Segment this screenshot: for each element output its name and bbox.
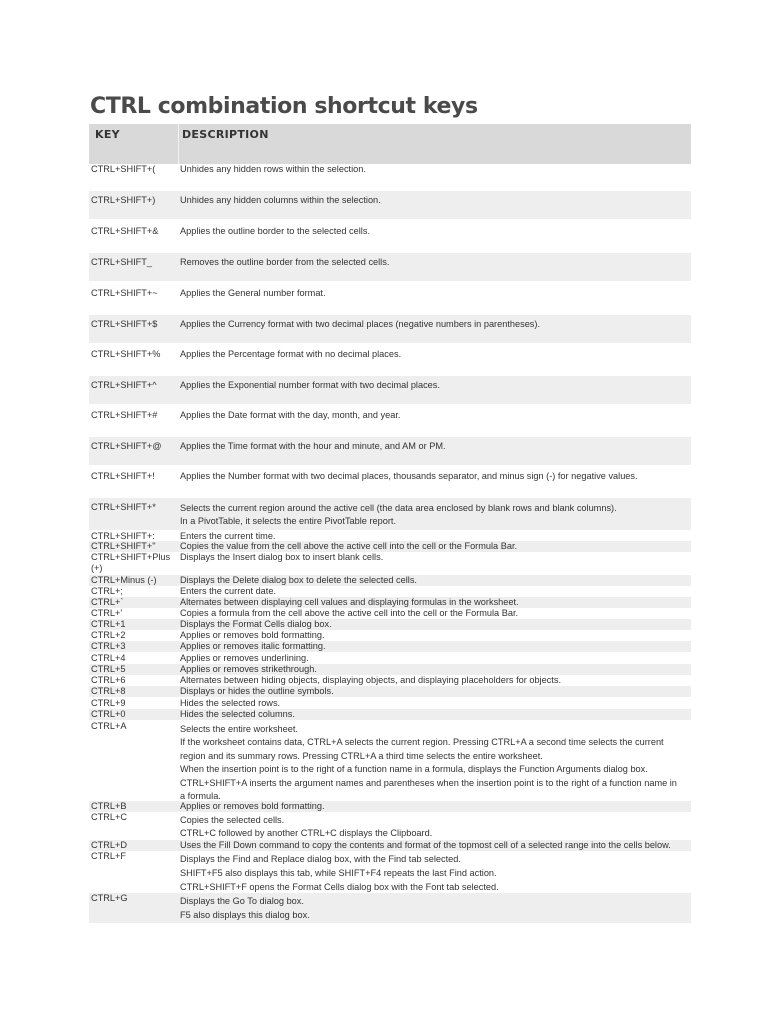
table-row — [89, 467, 691, 495]
shortcut-key: CTRL+SHIFT+Plus (+) — [91, 552, 171, 573]
description-line: Selects the entire worksheet. — [180, 724, 298, 734]
table-row — [89, 376, 691, 404]
table-row — [89, 586, 691, 597]
description-line: Displays the Go To dialog box. — [180, 896, 304, 906]
shortcut-description — [180, 852, 690, 894]
header-key: KEY — [95, 128, 120, 141]
shortcut-description — [180, 164, 690, 175]
shortcut-key: CTRL+2 — [91, 630, 126, 640]
shortcut-description — [180, 653, 690, 664]
shortcut-key: CTRL+1 — [91, 619, 126, 629]
table-row — [89, 498, 691, 530]
table-row — [89, 222, 691, 250]
description-line: Hides the selected columns. — [180, 709, 295, 719]
shortcut-key: CTRL+5 — [91, 664, 126, 674]
shortcut-key: CTRL+' — [91, 608, 123, 618]
description-line: Applies the General number format. — [180, 288, 326, 298]
shortcut-key: CTRL+SHIFT+# — [91, 410, 158, 420]
shortcut-description — [180, 619, 690, 630]
shortcut-description — [180, 801, 690, 812]
shortcut-description — [180, 840, 690, 851]
shortcut-description — [180, 575, 690, 586]
description-line: Applies the Time format with the hour and minute, and AM or PM. — [180, 441, 446, 451]
table-row — [89, 531, 691, 541]
table-row — [89, 541, 691, 552]
shortcut-key: CTRL+G — [91, 893, 128, 903]
shortcut-description — [180, 686, 690, 697]
table-row — [89, 851, 691, 893]
description-line: Applies the Percentage format with no decimal places. — [180, 349, 402, 359]
description-line: Unhides any hidden rows within the selection. — [180, 164, 366, 174]
shortcut-key: CTRL+SHIFT+( — [91, 164, 156, 174]
shortcut-key: CTRL+SHIFT+$ — [91, 319, 158, 329]
table-row — [89, 653, 691, 664]
shortcut-key: CTRL+SHIFT+) — [91, 195, 156, 205]
shortcut-key: CTRL+Minus (-) — [91, 575, 157, 585]
description-line: Applies the Exponential number format with two decimal places. — [180, 380, 440, 390]
shortcut-description — [180, 664, 690, 675]
shortcut-key: CTRL+F — [91, 851, 126, 861]
shortcut-description — [180, 288, 690, 299]
description-line: When the insertion point is to the right of a function name in a formula, displays the Function Arguments dialog box. — [180, 764, 648, 775]
shortcut-description — [180, 608, 690, 619]
description-line: region and its summary rows. Pressing CTRL+A a third time selects the entire worksheet. — [180, 750, 543, 761]
description-line: Applies the outline border to the selected cells. — [180, 226, 370, 236]
description-line: Applies or removes underlining. — [180, 653, 309, 663]
shortcut-key: CTRL+SHIFT+^ — [91, 380, 157, 390]
description-line: Applies the Date format with the day, month, and year. — [180, 410, 401, 420]
table-row — [89, 406, 691, 434]
description-line: Alternates between hiding objects, displaying objects, and displaying placeholders for objects. — [180, 675, 562, 685]
shortcut-description — [180, 441, 690, 452]
description-line: Applies or removes italic formatting. — [180, 641, 326, 651]
table-row — [89, 812, 691, 839]
shortcut-key: CTRL+; — [91, 586, 123, 596]
description-line: Uses the Fill Down command to copy the contents and format of the topmost cell of a selected range into the cells below. — [180, 840, 671, 850]
table-row — [89, 597, 691, 608]
shortcut-description — [180, 709, 690, 720]
description-line: Enters the current time. — [180, 531, 276, 541]
description-line: CTRL+SHIFT+F opens the Format Cells dialog box with the Font tab selected. — [180, 882, 499, 892]
table-row — [89, 437, 691, 465]
shortcut-key: CTRL+9 — [91, 698, 126, 708]
table-row — [89, 664, 691, 675]
description-line: Enters the current date. — [180, 586, 277, 596]
page-title: CTRL combination shortcut keys — [90, 94, 478, 119]
description-line: Displays the Insert dialog box to insert blank cells. — [180, 552, 384, 562]
shortcut-description — [180, 552, 690, 563]
shortcut-key: CTRL+SHIFT+@ — [91, 441, 162, 451]
shortcut-key: CTRL+C — [91, 812, 127, 822]
shortcut-key: CTRL+SHIFT+* — [91, 502, 156, 512]
table-row — [89, 191, 691, 219]
shortcut-key: CTRL+6 — [91, 675, 126, 685]
table-row — [89, 675, 691, 686]
shortcut-key: CTRL+0 — [91, 709, 126, 719]
table-row — [89, 253, 691, 281]
shortcut-key: CTRL+A — [91, 721, 127, 731]
shortcut-description — [180, 349, 690, 360]
table-row — [89, 721, 691, 800]
shortcut-key: CTRL+SHIFT+! — [91, 471, 155, 481]
shortcut-description — [180, 226, 690, 237]
shortcut-description — [180, 541, 690, 552]
shortcut-key: CTRL+SHIFT+% — [91, 349, 161, 359]
description-line: Removes the outline border from the selected cells. — [180, 257, 390, 267]
description-line: Unhides any hidden columns within the selection. — [180, 195, 381, 205]
shortcut-description — [180, 257, 690, 268]
description-line: Displays the Find and Replace dialog box, with the Find tab selected. — [180, 854, 461, 864]
shortcut-description — [180, 698, 690, 709]
shortcut-key: CTRL+SHIFT+" — [91, 541, 156, 551]
table-row — [89, 630, 691, 641]
description-line: Applies or removes strikethrough. — [180, 664, 317, 674]
description-line: a formula. — [180, 791, 221, 802]
description-line: Selects the current region around the active cell (the data area enclosed by blank rows and blank columns). — [180, 503, 617, 513]
shortcut-key: CTRL+SHIFT+: — [91, 531, 155, 541]
table-row — [89, 801, 691, 812]
shortcut-description — [180, 195, 690, 206]
table-row — [89, 160, 691, 188]
shortcut-description — [180, 641, 690, 652]
shortcut-key: CTRL+3 — [91, 641, 126, 651]
description-line: Displays the Format Cells dialog box. — [180, 619, 332, 629]
shortcut-description — [180, 380, 690, 391]
shortcut-description — [180, 814, 690, 841]
table-row — [89, 686, 691, 697]
shortcut-key: CTRL+` — [91, 597, 124, 607]
description-line: In a PivotTable, it selects the entire PivotTable report. — [180, 516, 397, 526]
shortcut-key: CTRL+8 — [91, 686, 126, 696]
description-line: SHIFT+F5 also displays this tab, while SHIFT+F4 repeats the last Find action. — [180, 868, 497, 878]
shortcut-key: CTRL+D — [91, 840, 127, 850]
header-divider — [178, 124, 179, 164]
shortcut-key: CTRL+SHIFT+& — [91, 226, 159, 236]
description-line: Copies the value from the cell above the active cell into the cell or the Formula Bar. — [180, 541, 518, 551]
table-row — [89, 315, 691, 343]
table-row — [89, 641, 691, 652]
shortcut-key: CTRL+SHIFT+~ — [91, 288, 158, 298]
shortcut-description — [180, 675, 690, 686]
description-line: Applies the Currency format with two decimal places (negative numbers in parentheses). — [180, 319, 541, 329]
description-line: CTRL+C followed by another CTRL+C displays the Clipboard. — [180, 828, 433, 839]
table-row — [89, 698, 691, 709]
description-line: Displays the Delete dialog box to delete the selected cells. — [180, 575, 417, 585]
table-row — [89, 284, 691, 312]
shortcut-description — [180, 630, 690, 641]
description-line: Copies a formula from the cell above the active cell into the cell or the Formula Bar. — [180, 608, 519, 618]
description-line: F5 also displays this dialog box. — [180, 910, 310, 920]
table-header — [89, 124, 691, 164]
description-line: Applies or removes bold formatting. — [180, 630, 325, 640]
shortcut-description — [180, 319, 690, 330]
description-line: CTRL+SHIFT+A inserts the argument names and parentheses when the insertion point is to the right of a function name in — [180, 777, 677, 788]
table-row — [89, 893, 691, 923]
shortcut-key: CTRL+B — [91, 801, 127, 811]
description-line: Applies the Number format with two decimal places, thousands separator, and minus sign (-) for negative values. — [180, 471, 638, 481]
shortcut-key: CTRL+SHIFT_ — [91, 257, 153, 267]
shortcut-description — [180, 723, 690, 803]
table-row — [89, 345, 691, 373]
shortcut-description — [180, 410, 690, 421]
table-row — [89, 840, 691, 851]
table-row — [89, 608, 691, 619]
shortcut-description — [180, 586, 690, 597]
header-description: DESCRIPTION — [182, 128, 269, 141]
table-row — [89, 575, 691, 586]
description-line: Copies the selected cells. — [180, 815, 285, 825]
shortcut-key: CTRL+4 — [91, 653, 126, 663]
description-line: Alternates between displaying cell values and displaying formulas in the worksheet. — [180, 597, 519, 607]
shortcut-description — [180, 597, 690, 608]
shortcut-description — [180, 471, 690, 482]
table-row — [89, 709, 691, 720]
table-row — [89, 619, 691, 630]
description-line: If the worksheet contains data, CTRL+A selects the current region. Pressing CTRL+A a second time selects the current — [180, 737, 664, 748]
shortcut-description — [180, 502, 690, 528]
description-line: Applies or removes bold formatting. — [180, 801, 325, 811]
shortcut-description — [180, 894, 690, 922]
table-row — [89, 552, 691, 574]
description-line: Displays or hides the outline symbols. — [180, 686, 334, 696]
description-line: Hides the selected rows. — [180, 698, 281, 708]
